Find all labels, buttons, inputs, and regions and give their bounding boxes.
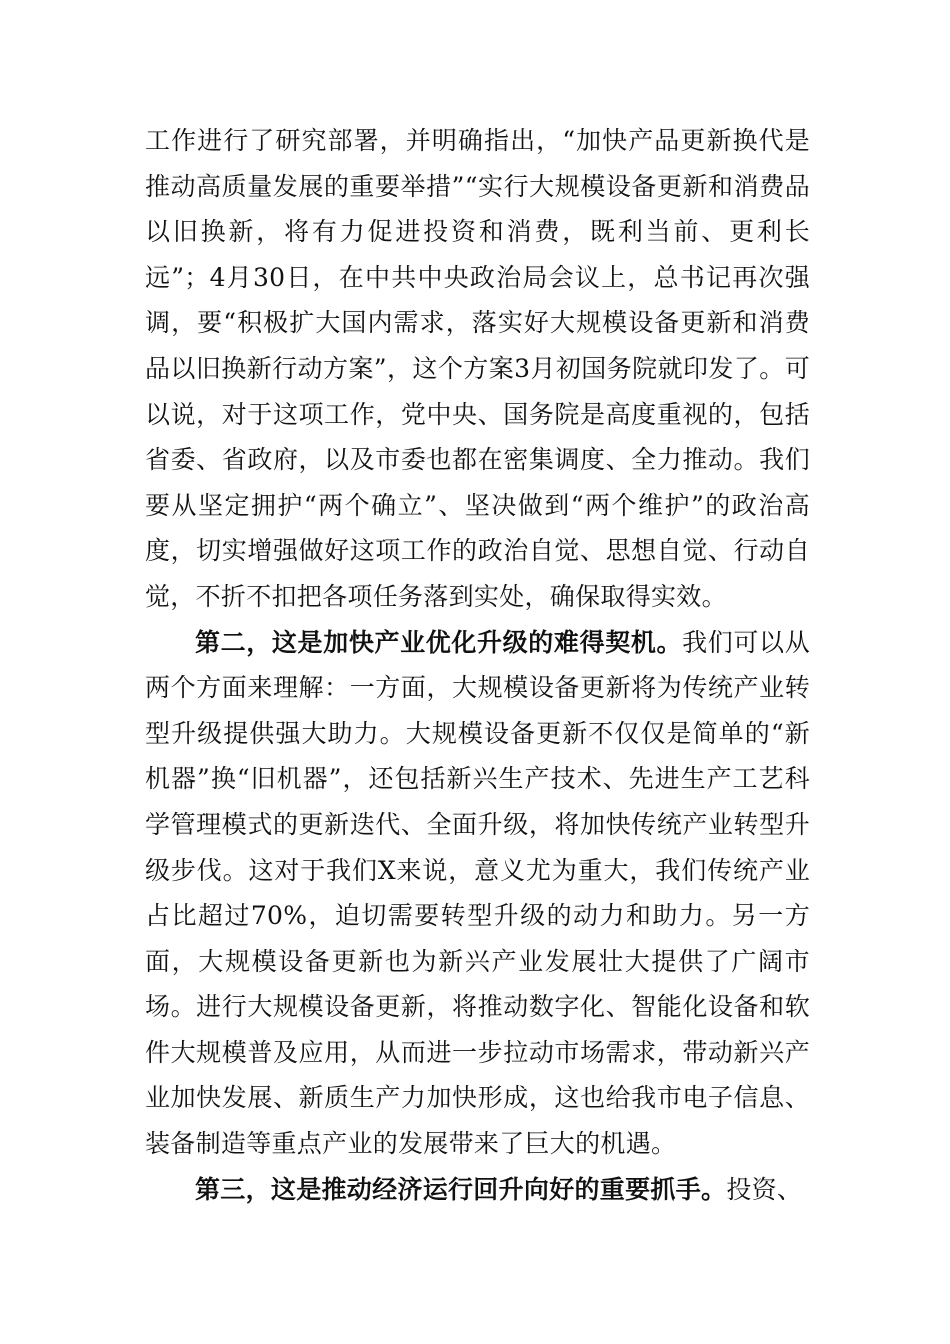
paragraph-1 [145, 118, 810, 620]
paragraph-2-lead: 第二，这是加快产业优化升级的难得契机。 [195, 627, 683, 657]
paragraph-2-text: 我们可以从两个方面来理解：一方面，大规模设备更新将为传统产业转型升级提供强大助力。大规模设备更新不仅仅是简单的“新机器”换“旧机器”，还包括新兴生产技术、先进生产工艺科学管理模式的更新迭代、全面升级，将加快传统产业转型升级步伐。这对于我们X来说，意义尤为重大，我们传统产业占比超过70%，迫切需要转型升级的动力和助力。另一方面，大规模设备更新也为新兴产业发展壮大提供了广阔市场。进行大规模设备更新，将推动数字化、智能化设备和软件大规模普及应用，从而进一步拉动市场需求，带动新兴产业加快发展、新质生产力加快形成，这也给我市电子信息、装备制造等重点产业的发展带来了巨大的机遇。 [145, 627, 810, 1159]
document-body [145, 118, 810, 1212]
paragraph-3-lead: 第三，这是推动经济运行回升向好的重要抓手。 [195, 1174, 727, 1204]
paragraph-2 [145, 620, 810, 1167]
paragraph-1-text: 工作进行了研究部署，并明确指出，“加快产品更新换代是推动高质量发展的重要举措”“实行大规模设备更新和消费品以旧换新，将有力促进投资和消费，既利当前、更利长远”；4月30日，在中共中央政治局会议上，总书记再次强调，要“积极扩大国内需求，落实好大规模设备更新和消费品以旧换新行动方案”，这个方案3月初国务院就印发了。可以说，对于这项工作，党中央、国务院是高度重视的，包括省委、省政府，以及市委也都在密集调度、全力推动。我们要从坚定拥护“两个确立”、坚决做到“两个维护”的政治高度，切实增强做好这项工作的政治自觉、思想自觉、行动自觉，不折不扣把各项任务落到实处，确保取得实效。 [145, 126, 810, 611]
paragraph-3-text: 投资、 [726, 1174, 803, 1204]
paragraph-3 [145, 1167, 810, 1213]
